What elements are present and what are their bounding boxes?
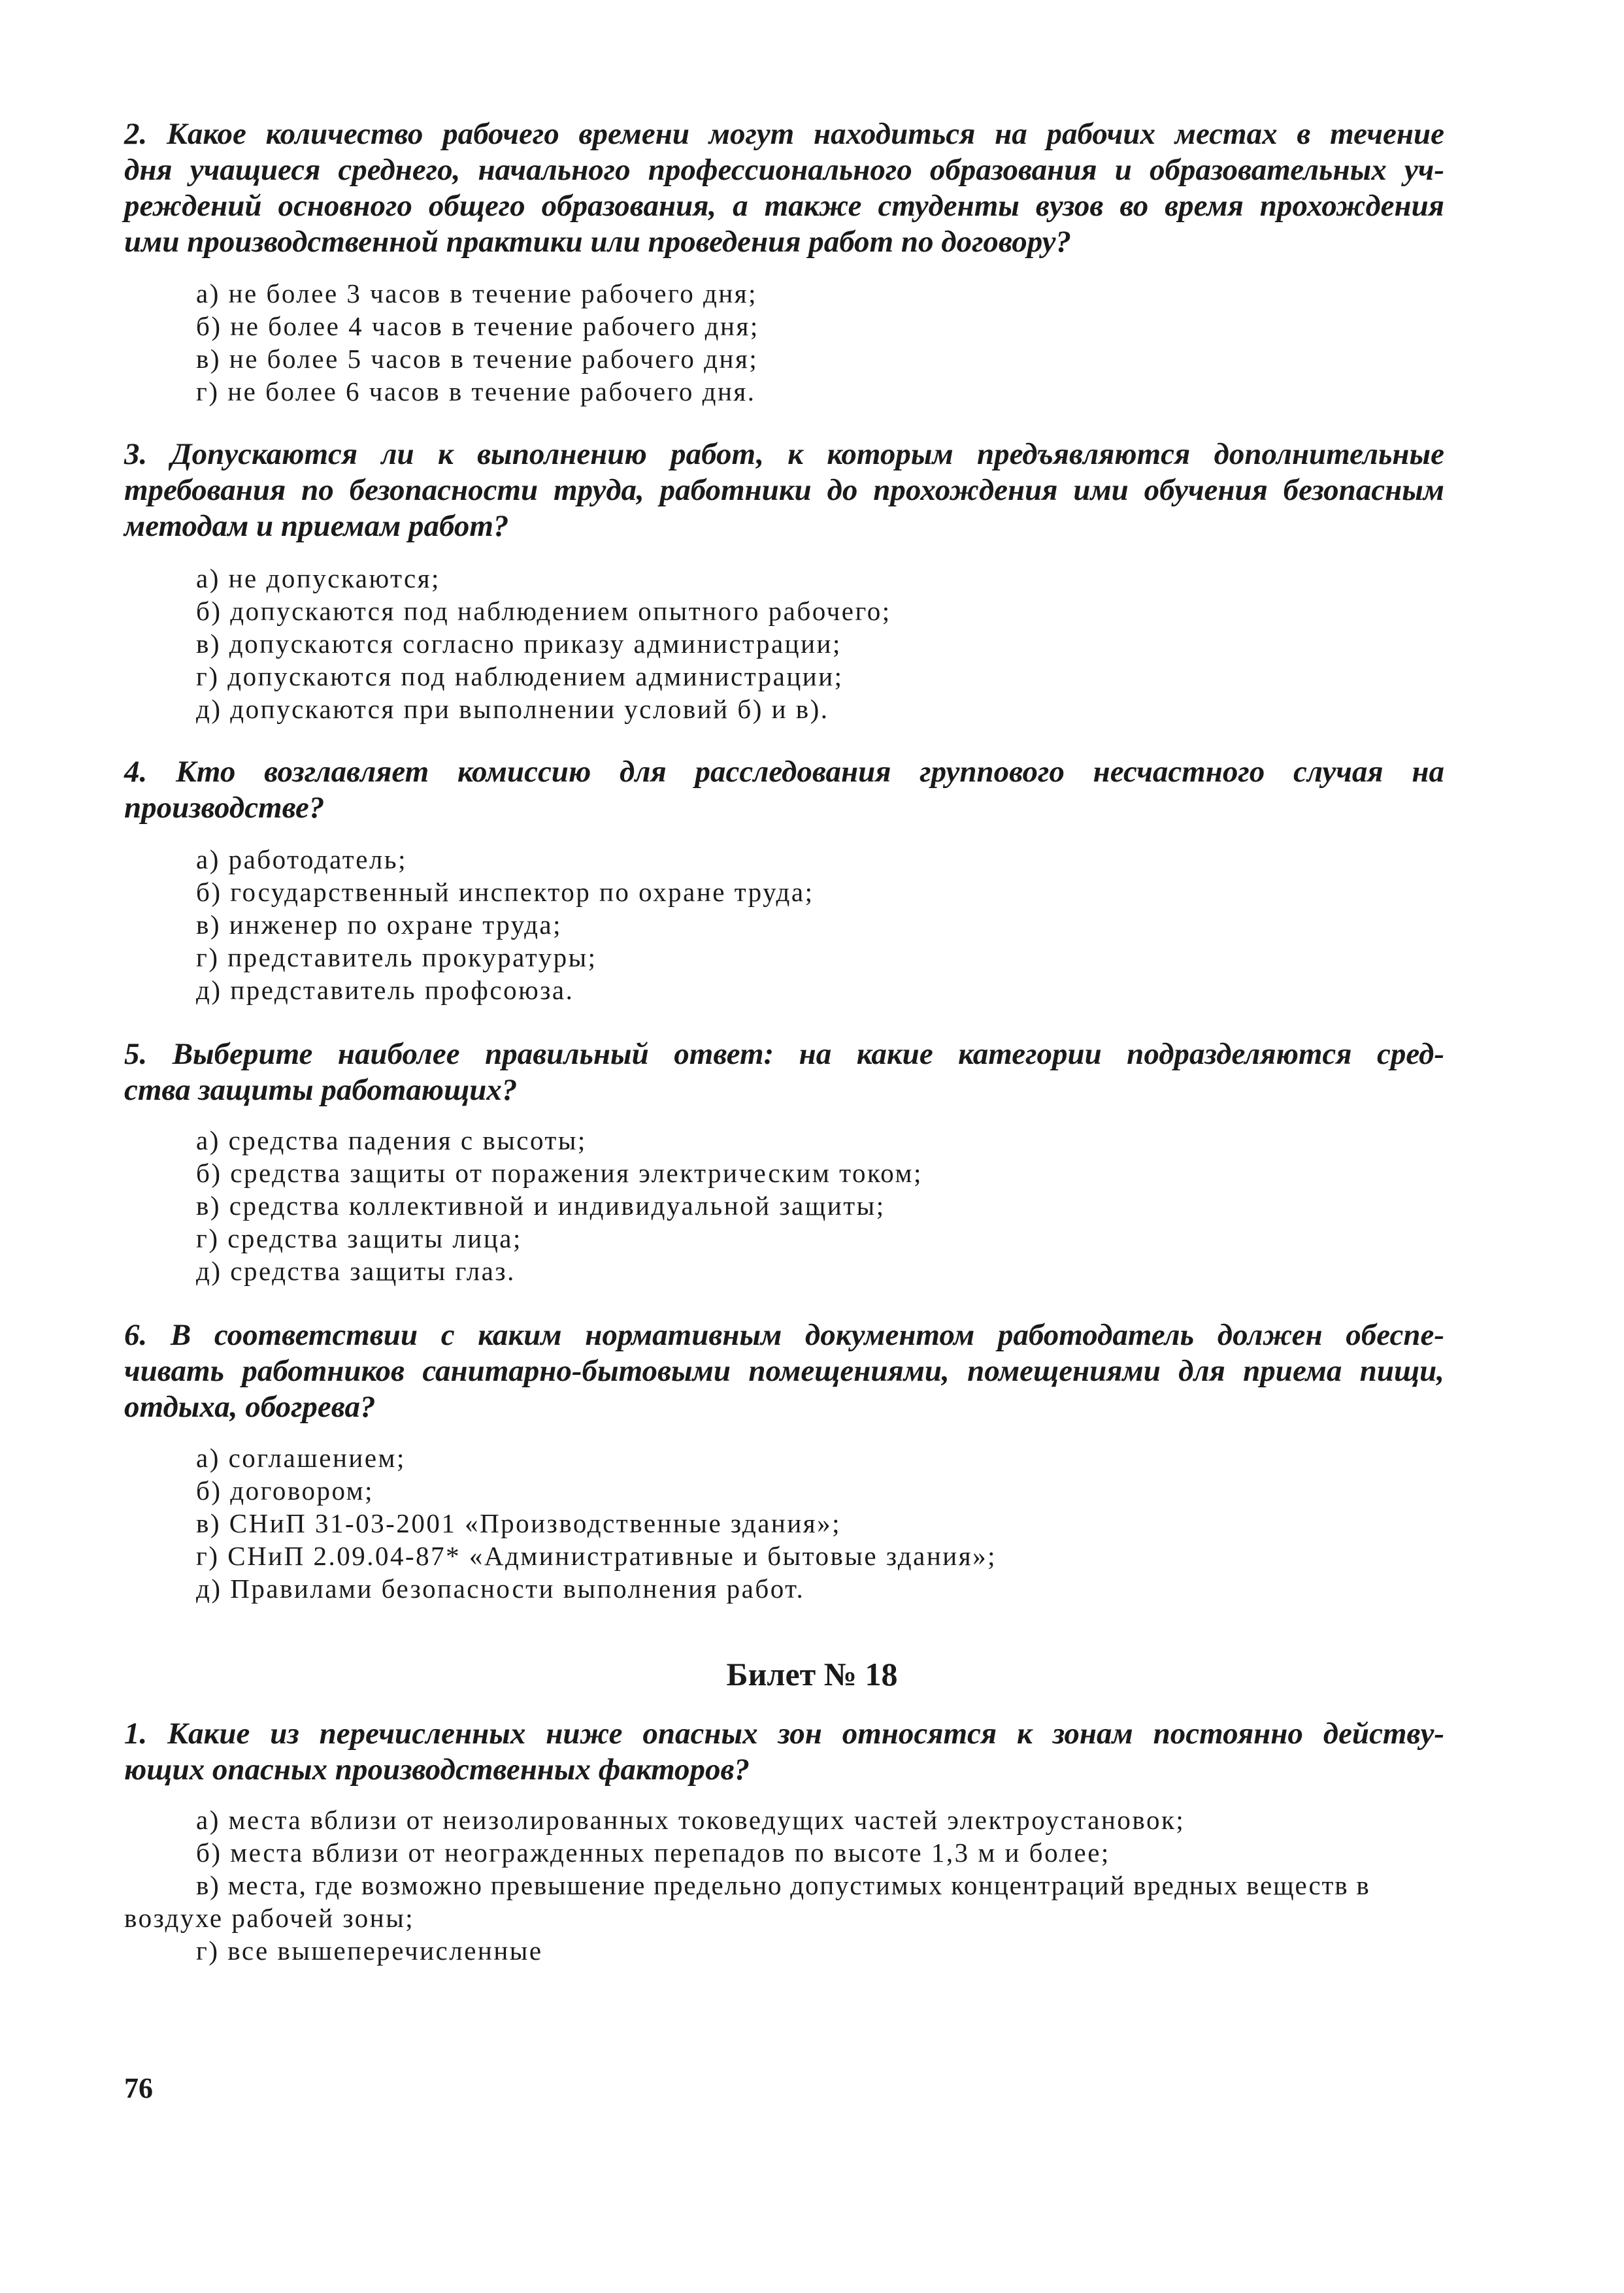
question-3: [124, 437, 1444, 544]
answer-option-continuation: воздухе рабочей зоны;: [124, 1903, 415, 1933]
answer-option: а) соглашением;: [196, 1443, 406, 1473]
question-line: ющих опасных производственных факторов?: [124, 1753, 750, 1787]
answer-option: д) средства защиты глаз.: [196, 1256, 516, 1286]
answer-option: г) СНиП 2.09.04-87* «Административные и бытовые здания»;: [196, 1541, 997, 1571]
answer-option: г) средства защиты лица;: [196, 1223, 522, 1253]
ticket-heading: Билет № 18: [726, 1656, 898, 1692]
question-line: дня учащиеся среднего, начального профессионального образования и образовательных уч-: [124, 153, 1444, 187]
answer-option: г) представитель прокуратуры;: [196, 942, 597, 972]
question-line: 1. Какие из перечисленных ниже опасных зон относятся к зонам постоянно действу-: [124, 1717, 1444, 1751]
page-number: 76: [124, 2072, 153, 2104]
answer-option: б) договором;: [196, 1476, 374, 1506]
question-line: 4. Кто возглавляет комиссию для расследования группового несчастного случая на: [124, 755, 1444, 789]
question-line: методам и приемам работ?: [124, 509, 509, 543]
question-5: [124, 1036, 1444, 1108]
answer-option: в) не более 5 часов в течение рабочего дня;: [196, 344, 759, 374]
answer-option: г) не более 6 часов в течение рабочего дня.: [196, 376, 756, 406]
question-6: [124, 1317, 1444, 1425]
answer-option: а) средства падения с высоты;: [196, 1125, 587, 1155]
question-line: 2. Какое количество рабочего времени могут находиться на рабочих местах в течение: [124, 117, 1444, 151]
answer-option: д) Правилами безопасности выполнения работ.: [196, 1574, 805, 1604]
question-line: ства защиты работающих?: [124, 1073, 518, 1107]
answer-option: б) допускаются под наблюдением опытного рабочего;: [196, 596, 891, 626]
question-line: чивать работников санитарно-бытовыми помещениями, помещениями для приема пищи,: [124, 1354, 1444, 1388]
answer-option: г) все вышеперечисленные: [196, 1936, 543, 1966]
answer-option: а) не допускаются;: [196, 563, 440, 593]
answer-option: в) СНиП 31-03-2001 «Производственные здания»;: [196, 1508, 842, 1538]
answer-option: д) представитель профсоюза.: [196, 975, 574, 1005]
answer-option: а) места вблизи от неизолированных токоведущих частей электроустановок;: [196, 1805, 1185, 1835]
answer-option: д) допускаются при выполнении условий б) и в).: [196, 694, 829, 724]
answer-option: б) средства защиты от поражения электрическим током;: [196, 1158, 923, 1188]
answer-option: в) допускаются согласно приказу администрации;: [196, 629, 842, 659]
answer-option: а) работодатель;: [196, 844, 407, 874]
answer-option: в) места, где возможно превышение предельно допустимых концентраций вредных веществ в: [196, 1870, 1370, 1900]
question-line: ими производственной практики или проведения работ по договору?: [124, 225, 1072, 259]
answer-option: г) допускаются под наблюдением администрации;: [196, 661, 844, 691]
ticket-question-1: [124, 1716, 1444, 1788]
question-line: 3. Допускаются ли к выполнению работ, к которым предъявляются дополнительные: [124, 437, 1444, 471]
question-2: [124, 116, 1444, 260]
answer-option: б) государственный инспектор по охране труда;: [196, 877, 814, 907]
question-line: 5. Выберите наиболее правильный ответ: на какие категории подразделяются сред-: [124, 1037, 1444, 1071]
answer-option: в) инженер по охране труда;: [196, 910, 563, 940]
answer-option: а) не более 3 часов в течение рабочего дня;: [196, 278, 758, 308]
question-line: требования по безопасности труда, работники до прохождения ими обучения безопасным: [124, 473, 1444, 507]
answer-option: б) места вблизи от неогражденных перепадов по высоте 1,3 м и более;: [196, 1838, 1110, 1868]
question-line: отдыха, обогрева?: [124, 1390, 376, 1424]
question-line: 6. В соответствии с каким нормативным документом работодатель должен обеспе-: [124, 1318, 1444, 1352]
answer-option: б) не более 4 часов в течение рабочего дня;: [196, 311, 759, 341]
question-line: производстве?: [124, 791, 325, 825]
answer-option: в) средства коллективной и индивидуальной защиты;: [196, 1191, 886, 1221]
question-4: [124, 754, 1444, 826]
question-line: реждений основного общего образования, а также студенты вузов во время прохождения: [124, 189, 1444, 223]
